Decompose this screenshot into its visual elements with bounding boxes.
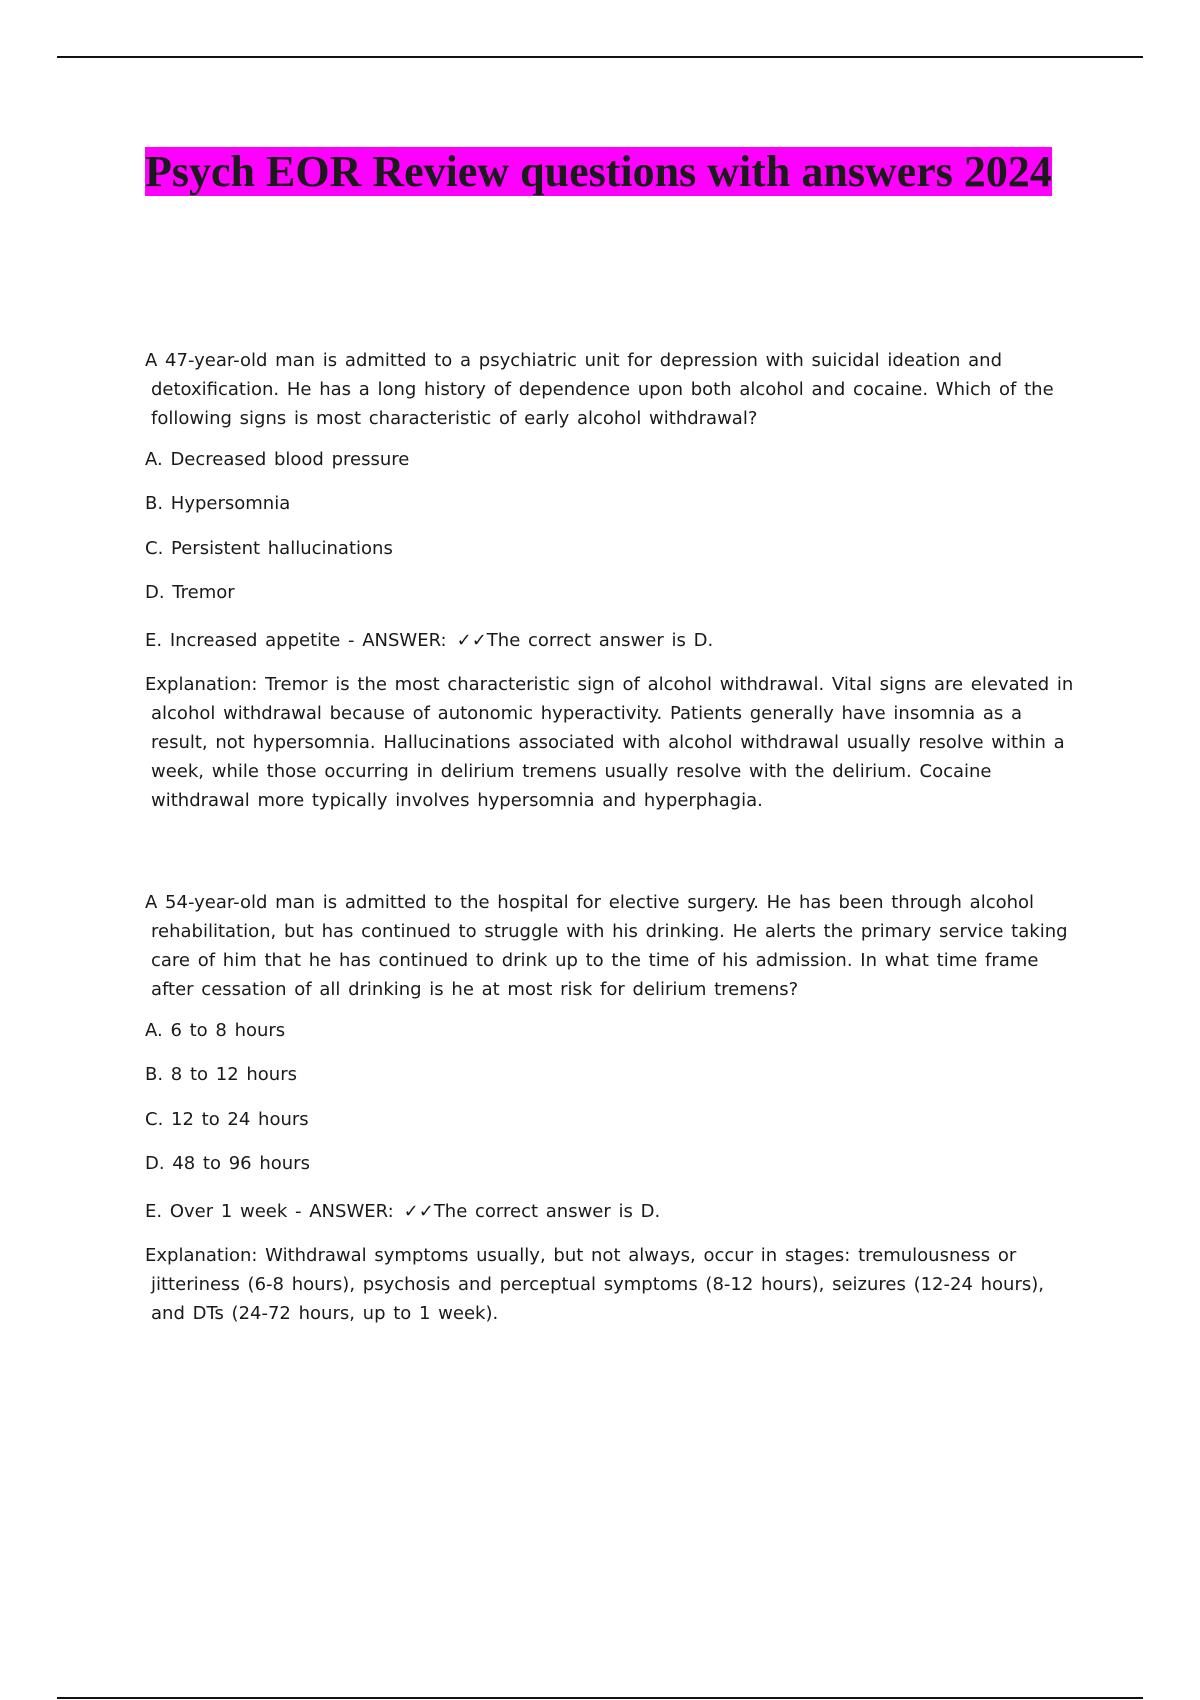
question-block-2 bbox=[145, 888, 1085, 1328]
answer-option-b: B. 8 to 12 hours bbox=[145, 1064, 297, 1085]
answer-option-d: D. 48 to 96 hours bbox=[145, 1153, 310, 1174]
bottom-rule bbox=[57, 1697, 1143, 1699]
answer-option-a: A. 6 to 8 hours bbox=[145, 1020, 286, 1041]
top-rule bbox=[57, 56, 1143, 58]
question-stem: A 47-year-old man is admitted to a psychiatric unit for depression with suicidal ideation and detoxification. He has a long history of dependence upon both alcohol and cocaine. Which of the following signs is most characteristic of early alcohol withdrawal? bbox=[145, 350, 1054, 429]
answer-option-e-with-answer bbox=[145, 1200, 1085, 1224]
document-title bbox=[145, 144, 1065, 200]
correct-answer-text: The correct answer is D. bbox=[486, 630, 714, 651]
answer-option-c: C. 12 to 24 hours bbox=[145, 1109, 309, 1130]
answer-explanation: Explanation: Withdrawal symptoms usually, but not always, occur in stages: tremulousness or jitteriness (6-8 hours), psychosis and perceptual symptoms (8-12 hours), seizures (12-24 hours), and DTs (24-72 hours, up to 1 week). bbox=[145, 1245, 1044, 1324]
answer-option-e: E. Over 1 week - ANSWER: bbox=[145, 1201, 394, 1222]
answer-option-c: C. Persistent hallucinations bbox=[145, 538, 393, 559]
check-mark-icon: ✓✓ bbox=[403, 1201, 434, 1222]
answer-explanation: Explanation: Tremor is the most characteristic sign of alcohol withdrawal. Vital signs are elevated in alcohol withdrawal because of autonomic hyperactivity. Patients generally have insomnia as a result, not hypersomnia. Hallucinations associated with alcohol withdrawal usually resolve within a week, while those occurring in delirium tremens usually resolve with the delirium. Cocaine withdrawal more typically involves hypersomnia and hyperphagia. bbox=[145, 674, 1074, 811]
correct-answer-text: The correct answer is D. bbox=[433, 1201, 661, 1222]
check-mark-icon: ✓✓ bbox=[456, 630, 487, 651]
question-block-1 bbox=[145, 346, 1085, 815]
answer-option-e: E. Increased appetite - ANSWER: bbox=[145, 630, 447, 651]
question-stem: A 54-year-old man is admitted to the hospital for elective surgery. He has been through alcohol rehabilitation, but has continued to struggle with his drinking. He alerts the primary service taking care of him that he has continued to drink up to the time of his admission. In what time frame after cessation of all drinking is he at most risk for delirium tremens? bbox=[145, 892, 1068, 1000]
answer-option-e-with-answer bbox=[145, 629, 1085, 653]
answer-option-b: B. Hypersomnia bbox=[145, 493, 291, 514]
answer-option-a: A. Decreased blood pressure bbox=[145, 449, 410, 470]
title-highlight: Psych EOR Review questions with answers 2024 bbox=[145, 147, 1052, 196]
answer-option-d: D. Tremor bbox=[145, 582, 235, 603]
